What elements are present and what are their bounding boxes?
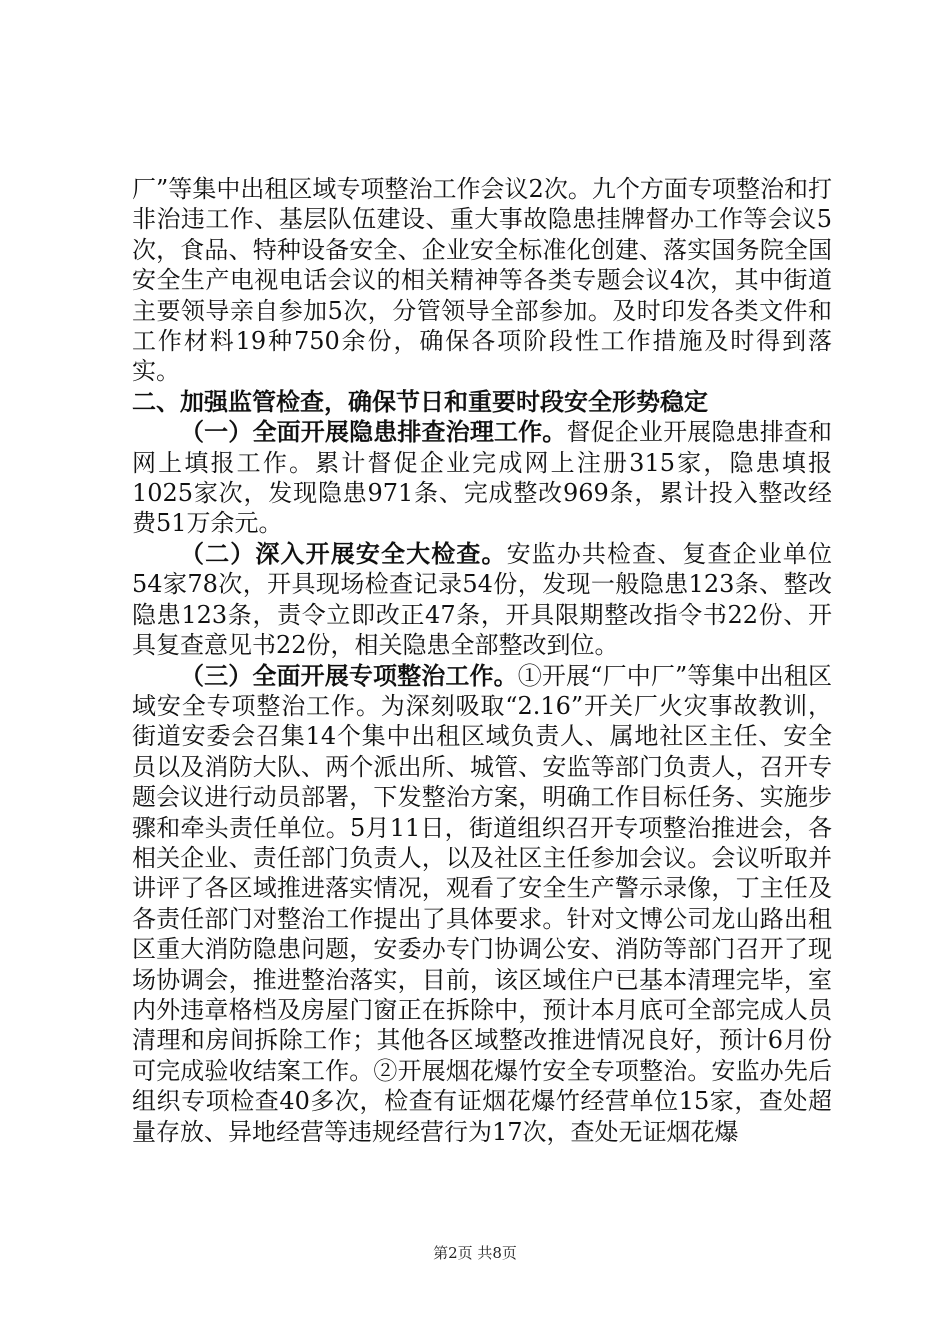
paragraph-continued: 厂”等集中出租区域专项整治工作会议2次。九个方面专项整治和打非治违工作、基层队伍建设、重大事故隐患挂牌督办工作等会议5次，食品、特种设备安全、企业安全标准化创建、落实国务院全国安全生产电视电话会议的相关精神等各类专题会议4次，其中街道主要领导亲自参加5次，分管领导全部参加。及时印发各类文件和工作材料19种750余份，确保各项阶段性工作措施及时得到落实。	[132, 175, 832, 386]
item-1-text: 督促企业开展隐患排查和网上填报工作。累计督促企业完成网上注册315家，隐患填报1025家次，发现隐患971条、完成整改969条，累计投入整改经费51万余元。	[132, 418, 833, 538]
item-1-lead: （一）全面开展隐患排查治理工作。	[180, 417, 567, 447]
document-body	[132, 174, 832, 1147]
item-3-lead: （三）全面开展专项整治工作。	[180, 660, 518, 690]
item-2-lead: （二）深入开展安全大检查。	[180, 538, 507, 568]
item-3-text: ①开展“厂中厂”等集中出租区域安全专项整治工作。为深刻吸取“2.16”开关厂火灾事故教训，街道安委会召集14个集中出租区域负责人、属地社区主任、安全员以及消防大队、两个派出所、城管、安监等部门负责人，召开专题会议进行动员部署，下发整治方案，明确工作目标任务、实施步骤和牵头责任单位。5月11日，街道组织召开专项整治推进会，各相关企业、责任部门负责人，以及社区主任参加会议。会议听取并讲评了各区域推进落实情况，观看了安全生产警示录像，丁主任及各责任部门对整治工作提出了具体要求。针对文博公司龙山路出租区重大消防隐患问题，安委办专门协调公安、消防等部门召开了现场协调会，推进整治落实，目前，该区域住户已基本清理完毕，室内外违章格档及房屋门窗正在拆除中，预计本月底可全部完成人员清理和房间拆除工作；其他各区域整改推进情况良好，预计6月份可完成验收结案工作。②开展烟花爆竹安全专项整治。安监办先后组织专项检查40多次，检查有证烟花爆竹经营单位15家，查处超量存放、异地经营等违规经营行为17次，查处无证烟花爆	[132, 661, 832, 1146]
page-number-footer: 第2页 共8页	[433, 1244, 517, 1262]
item-special-rectification	[132, 661, 832, 1148]
section-heading: 二、加强监管检查，确保节日和重要时段安全形势稳定	[132, 386, 708, 416]
item-safety-inspection	[132, 539, 832, 661]
item-hazard-investigation	[132, 417, 832, 539]
item-2-text: 安监办共检查、复查企业单位54家78次，开具现场检查记录54份，发现一般隐患123条、整改隐患123条，责令立即改正47条，开具限期整改指令书22份、开具复查意见书22份，相关隐患全部整改到位。	[132, 539, 833, 660]
